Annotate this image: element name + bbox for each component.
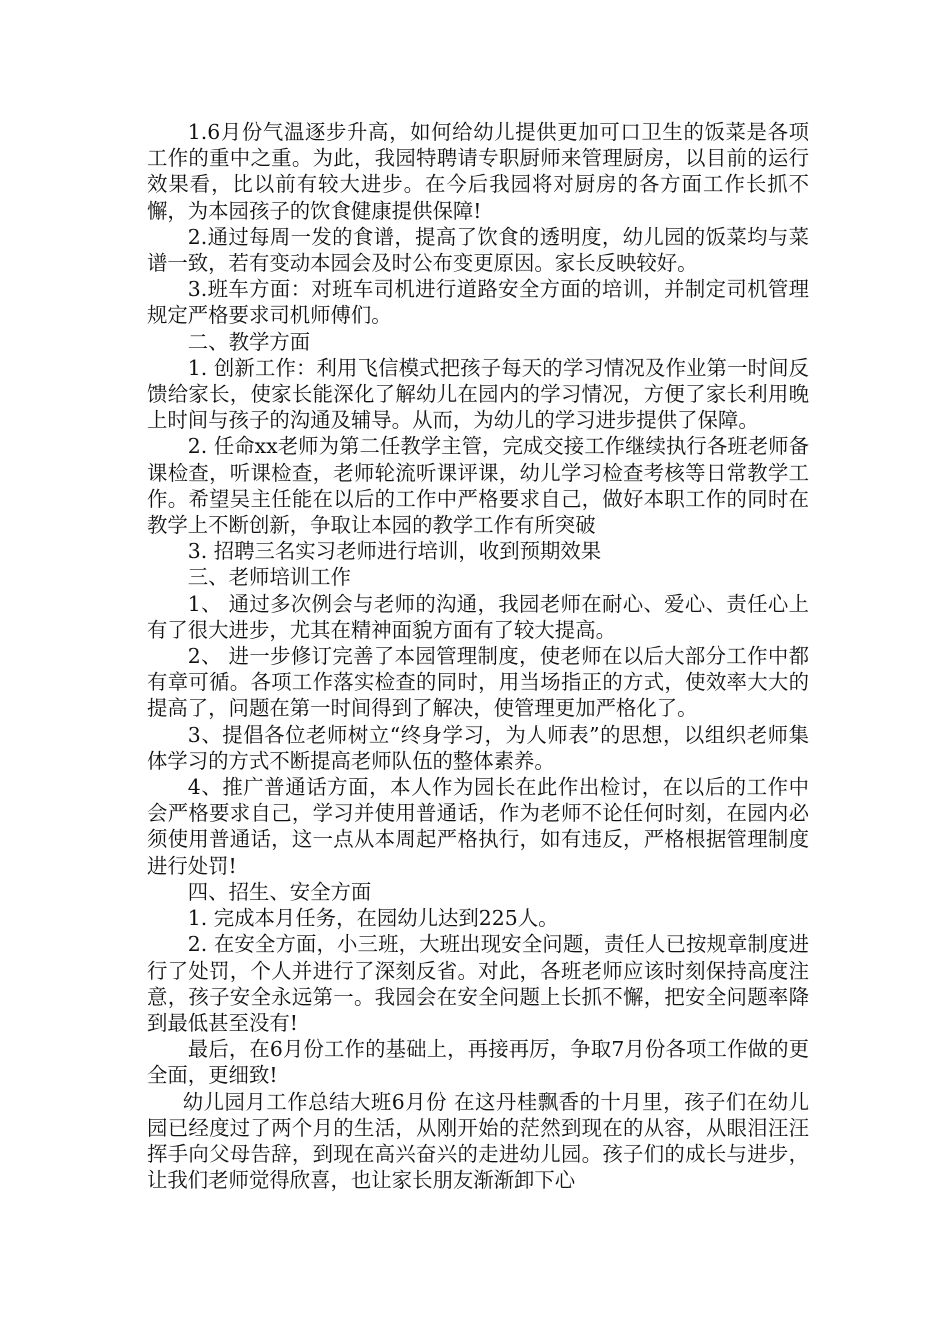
paragraph-shuttle-bus: 3.班车方面：对班车司机进行道路安全方面的培训，并制定司机管理规定严格要求司机师傅们。: [147, 277, 809, 328]
paragraph-enrollment: 1. 完成本月任务，在园幼儿达到225人。: [187, 906, 559, 931]
paragraph-safety: 2. 在安全方面，小三班，大班出现安全问题，责任人已按规章制度进行了处罚，个人并进行了深刻反省。对此，各班老师应该时刻保持高度注意，孩子安全永远第一。我园会在安全问题上长抓不懈，把安全问题率降到最低甚至没有!: [147, 932, 809, 1035]
section-heading-enrollment-safety: 四、招生、安全方面: [187, 879, 372, 904]
paragraph-teaching-director: 2. 任命xx老师为第二任教学主管，完成交接工作继续执行各班老师备课检查，听课检查，老师轮流听课评课，幼儿学习检查考核等日常教学工作。希望吴主任能在以后的工作中严格要求自己，做好本职工作的同时在教学上不断创新，争取让本园的教学工作有所突破: [147, 434, 809, 538]
paragraph-meetings: 1、 通过多次例会与老师的沟通，我园老师在耐心、爱心、责任心上有了很大进步，尤其在精神面貌方面有了较大提高。: [147, 591, 809, 642]
section-heading-teaching: 二、教学方面: [187, 329, 311, 354]
paragraph-kitchen: 1.6月份气温逐步升高，如何给幼儿提供更加可口卫生的饭菜是各项工作的重中之重。为此，我园特聘请专职厨师来管理厨房，以目前的运行效果看，比以前有较大进步。在今后我园将对厨房的各方面工作长抓不懈，为本园孩子的饮食健康提供保障!: [147, 120, 809, 223]
document-page: [147, 119, 809, 1193]
paragraph-management-system: 2、 进一步修订完善了本园管理制度，使老师在以后大部分工作中都有章可循。各项工作落实检查的同时，用当场指正的方式，使效率大大的提高了，问题在第一时间得到了解决，使管理更加严格化了。: [147, 644, 809, 721]
paragraph-summary-continuation: 幼儿园月工作总结大班6月份 在这丹桂飘香的十月里，孩子们在幼儿园已经度过了两个月的生活，从刚开始的茫然到现在的从容，从眼泪汪汪挥手向父母告辞，到现在高兴奋兴的走进幼儿园。孩子们的成长与进步，让我们老师觉得欣喜，也让家长朋友渐渐卸下心: [147, 1089, 809, 1193]
paragraph-lifelong-learning: 3、提倡各位老师树立“终身学习，为人师表”的思想，以组织老师集体学习的方式不断提高老师队伍的整体素养。: [147, 722, 809, 773]
paragraph-innovation: 1. 创新工作：利用飞信模式把孩子每天的学习情况及作业第一时间反馈给家长，使家长能深化了解幼儿在园内的学习情况，方便了家长利用晚上时间与孩子的沟通及辅导。从而，为幼儿的学习进步提供了保障。: [147, 355, 809, 433]
paragraph-intern-recruitment: 3. 招聘三名实习老师进行培训，收到预期效果: [187, 539, 602, 564]
paragraph-conclusion: 最后，在6月份工作的基础上，再接再厉，争取7月份各项工作做的更全面，更细致!: [147, 1037, 809, 1088]
paragraph-menu: 2.通过每周一发的食谱，提高了饮食的透明度，幼儿园的饭菜均与菜谱一致，若有变动本园会及时公布变更原因。家长反映较好。: [147, 224, 809, 276]
section-heading-teacher-training: 三、老师培训工作: [187, 565, 351, 590]
paragraph-mandarin: 4、推广普通话方面，本人作为园长在此作出检讨，在以后的工作中会严格要求自己，学习并使用普通话，作为老师不论任何时刻，在园内必须使用普通话，这一点从本周起严格执行，如有违反，严格根据管理制度进行处罚!: [147, 775, 809, 878]
